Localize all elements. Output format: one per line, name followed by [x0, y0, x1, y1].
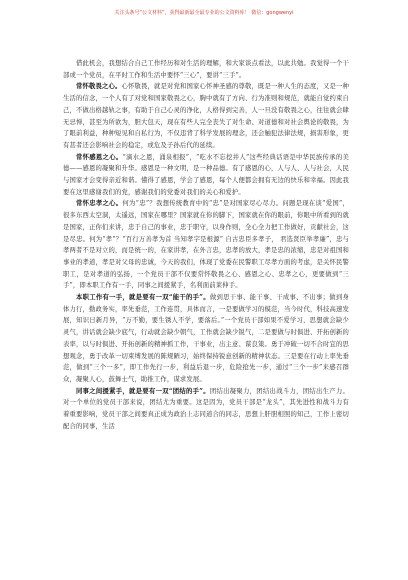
paragraph-united-hand [63, 386, 349, 433]
paragraph-heading: 本职工作有一手，就是要有一双“能干的手”。 [76, 294, 210, 302]
paragraph-heading: 常怀敬畏之心。 [76, 83, 122, 91]
paragraph-text: 借此机会，我想结合自己工作经历和对生活的理解，和大家谈点看法，以此共勉。我觉得一个干部或一个党员，在平时工作和生活中要怀“三心”，要讲“三手”。 [63, 60, 349, 79]
paragraph-text: 做到思干事、能干事、干成事、不出事；做到身体力行，勤政务实，率先垂范，工作连贯，具体而言，一是要做学习的模范，当今时代，科技高速发展，知识日新月异，“万不勤，要生锈人不学，要落后。”一个党员干部如果不爱学习，思想就会缺少灵气，讲话就会缺少底气，行动就会缺少朝气，工作就会缺少锐气，二是要做与时俱进、开拓创新的表率，以与时俱进、开拓创新的精神抓工作，干事业，出主意、谋良策。勇于冲破一切不合时宜的思想观念，勇于改革一切束缚发展的陈规陋习，始终保持锐意创新的精神状态。三是要在行动上率先垂范，做到“三个一多”，即工作先行一步，利益后退一步，危险抢先一步，通过“三个一步”来感召群众，凝聚人心，鼓舞士气，助推工作，谋求发展。 [63, 294, 349, 383]
paragraph-heading: 同事之间援紧手，就是要有一双“团结的手”。 [76, 387, 210, 395]
paragraph-text: 团结出凝聚力，团结出战斗力，团结出生产力。对一个单位的党员干部来说，团结尤为重要。这是因为，党员干部是“龙头”，其先进性和战斗力有着重要影响，党员干部之间要真正成为政治上志同道合的同志，思想上肝胆相照的知己，工作上密切配合的同事，生活 [63, 387, 349, 430]
paragraph-capable-hand [63, 292, 349, 386]
paragraph-gratitude [63, 152, 349, 199]
header-notice: 关注头条号“公文材料”，获得最新最全最专业的公文资料库！ 微信：gongwenyi [114, 10, 294, 16]
paragraph-text: 心怀敬畏，就是对党和国家心怀神圣感的尊敬，既是一种人生的态度，又是一种生活的信念，一个人有了对党和国家敬畏之心，胸中就有了方向、行为准则和规范，就能自觉约束自己，不做出格越轨之事，有助于自己心灵的净化，人格得到完善，人一旦没有敬畏之心，往往就会肆无忌惮，甚至为所欲为，胆大包天，现在有些人完全丧失了对生命、对道德和对社会舆论的敬畏，为了眼前利益，种种短见和自私行为，不仅违背了科学发展的理念，还会触犯法律法规，损害形象，更有甚者还会影响社会的稳定，或危及子孙后代的延续。 [63, 83, 349, 149]
paragraph-text: 何为“忠”？我想传统教育中的“忠”是对国家尽心尽力。问题是现在谈“爱国”，很多东西太空洞，太遥远，国家在哪里？国家就在你的脚下，国家就在你的眼前，你眼中所看到的就是国家，正你们来讲，忠于自己的事业，忠于职守，以身作则，全心全力把工作做好，贡献社会，这是尽忠。何为“孝”？“百行万善孝为首 当知孝字是根源” 自古忠臣多孝子， 君选贤臣举孝廉”，忠与孝两者不是对立的，而是统一的，在家讲孝，在外言忠，忠孝的放大，孝是忠的浓缩，忠是对祖国和事业的孝道，孝是对父母的忠诚，今天的我们，体现了党委在民警职工尽孝方面的考虑，是关怀民警职工，是对孝道的弘扬，一个党员干部不仅要常怀敬畏之心、感恩之心、忠孝之心，更要做到“三手”，即本职工作有一手，同事之间援紧手，名利面前莱伸手。 [63, 200, 349, 290]
paragraph-awe [63, 81, 349, 151]
paragraph-heading: 常怀忠孝之心。 [76, 200, 123, 208]
document-body [63, 58, 349, 433]
paragraph-heading: 常怀感恩之心。 [76, 153, 123, 161]
paragraph-text: “滴水之恩，涌泉相报”，“吃水不忘挖井人”这些经典话语是中华民族传承的美德——感恩的凝聚和升华。感恩是一种文明，是一种品德。有了感恩的心，人与人、人与社会，人民与国家才会变得亲近和谐。懂得了感恩，学会了感恩，每个人便都会拥有无边的快乐和幸福。因此我要在这里感谢我们的党，感谢我们的党委对我们的关心和爱护。 [63, 153, 349, 196]
paragraph-intro [63, 58, 349, 81]
paragraph-loyalty [63, 198, 349, 292]
